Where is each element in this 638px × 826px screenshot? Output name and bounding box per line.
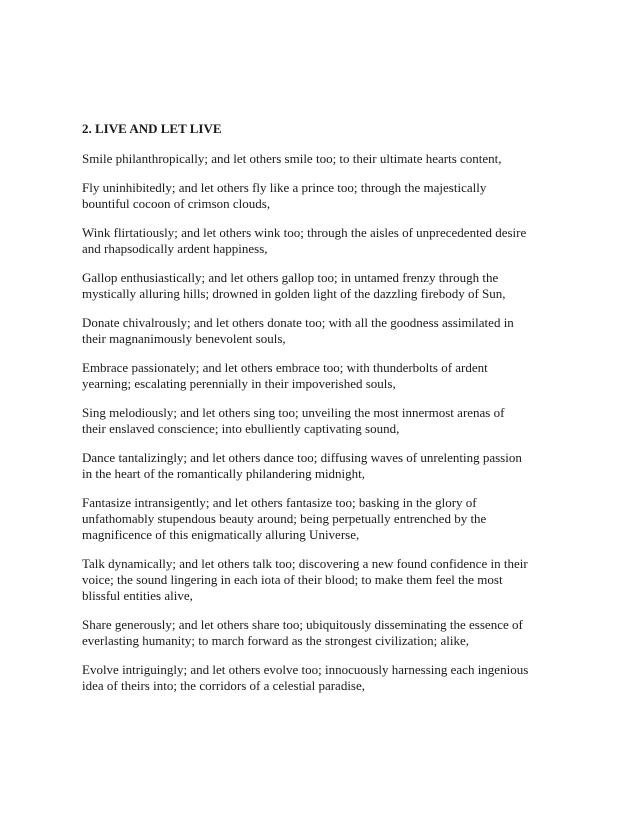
poem-stanza-1: Smile philanthropically; and let others smile too; to their ultimate hearts content, [82,151,502,166]
poem-stanza-12: Evolve intriguingly; and let others evolve too; innocuously harnessing each ingenious idea of theirs into; the corridors of a celestial paradise, [82,662,529,693]
poem-stanza-7: Sing melodiously; and let others sing too; unveiling the most innermost arenas of their enslaved conscience; into ebulliently captivating sound, [82,405,505,436]
poem-title: 2. LIVE AND LET LIVE [82,121,222,136]
poem-stanza-3: Wink flirtatiously; and let others wink too; through the aisles of unprecedented desire and rhapsodically ardent happiness, [82,225,527,256]
poem-stanza-10: Talk dynamically; and let others talk too; discovering a new found confidence in their voice; the sound lingering in each iota of their blood; to make them feel the most blissful entities alive, [82,556,528,603]
poem-stanza-8: Dance tantalizingly; and let others dance too; diffusing waves of unrelenting passion in the heart of the romantically philandering midnight, [82,450,522,481]
poem-stanza-4: Gallop enthusiastically; and let others gallop too; in untamed frenzy through the mystically alluring hills; drowned in golden light of the dazzling firebody of Sun, [82,270,506,301]
poem-stanza-2: Fly uninhibitedly; and let others fly like a prince too; through the majestically bountiful cocoon of crimson clouds, [82,180,487,211]
poem-stanza-9: Fantasize intransigently; and let others fantasize too; basking in the glory of unfathomably stupendous beauty around; being perpetually entrenched by the magnificence of this enigmatically alluring Universe, [82,495,487,542]
poem-stanza-6: Embrace passionately; and let others embrace too; with thunderbolts of ardent yearning; escalating perennially in their impoverished souls, [82,360,488,391]
poem-stanza-5: Donate chivalrously; and let others donate too; with all the goodness assimilated in their magnanimously benevolent souls, [82,315,514,346]
poem-body [82,121,552,707]
poem-stanza-11: Share generously; and let others share too; ubiquitously disseminating the essence of everlasting humanity; to march forward as the strongest civilization; alike, [82,617,523,648]
